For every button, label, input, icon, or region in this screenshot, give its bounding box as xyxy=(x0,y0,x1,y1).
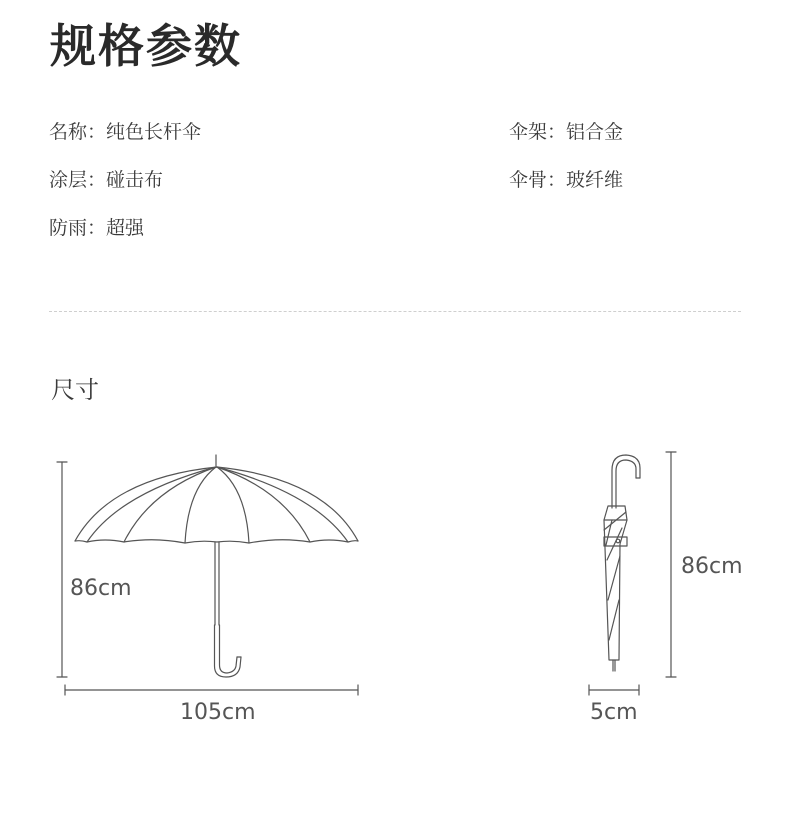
open-height-label: 86cm xyxy=(70,576,132,601)
open-height-dimension xyxy=(57,462,67,677)
closed-height-dimension xyxy=(666,452,676,677)
spec-name-key: 名称： xyxy=(49,121,107,143)
size-section-title: 尺寸 xyxy=(51,376,99,404)
spec-rain-value: 超强 xyxy=(106,217,145,239)
open-width-dimension xyxy=(65,685,358,695)
open-width-label: 105cm xyxy=(180,700,256,725)
spec-frame-key: 伞架： xyxy=(509,121,567,143)
spec-name-value: 纯色长杆伞 xyxy=(106,121,202,143)
closed-width-label: 5cm xyxy=(590,700,638,725)
page-title: 规格参数 xyxy=(50,19,242,73)
closed-width-dimension xyxy=(589,685,639,695)
spec-ribs-key: 伞骨： xyxy=(509,169,567,191)
spec-coating-key: 涂层： xyxy=(49,169,107,191)
closed-umbrella-icon xyxy=(604,455,640,671)
spec-ribs-value: 玻纤维 xyxy=(566,169,624,191)
closed-height-label: 86cm xyxy=(681,554,743,579)
spec-rain-key: 防雨： xyxy=(49,217,107,239)
spec-coating-value: 碰击布 xyxy=(106,169,164,191)
spec-frame-value: 铝合金 xyxy=(566,121,624,143)
open-umbrella-icon xyxy=(75,455,358,677)
